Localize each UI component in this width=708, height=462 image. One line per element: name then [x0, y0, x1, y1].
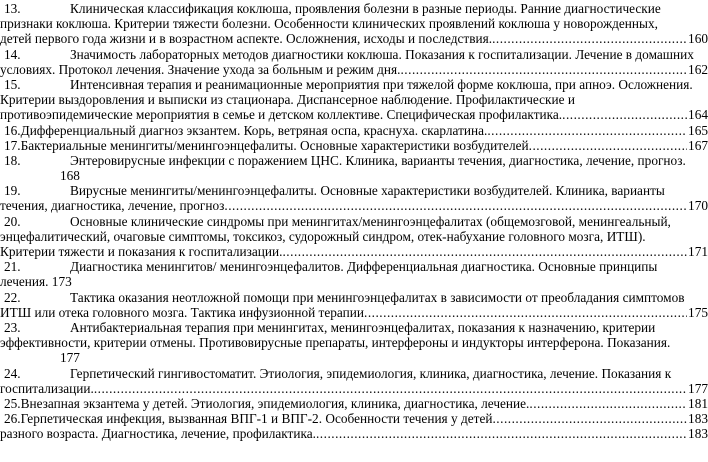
toc-entry-text: Энтеровирусные инфекции с поражением ЦНС. Клиника, варианты течения, диагностика, лечение, прогноз.: [70, 152, 686, 168]
toc-entry-text: Основные клинические синдромы при менингитах/менингоэнцефалитах (общемозговой, менингеальный,: [70, 213, 671, 229]
leader-dots: [492, 31, 687, 46]
leader-dots: [282, 244, 687, 259]
leader-dots: [487, 123, 687, 138]
toc-entry-text: Внезапная экзантема у детей. Этиология, эпидемиология, клиника, диагностика, лечение.: [20, 395, 530, 411]
toc-entry-text: Дифференциальный диагноз экзантем. Корь, ветряная оспа, краснуха. скарлатина.: [20, 122, 488, 138]
toc-entry[interactable]: [0, 259, 708, 289]
toc-page-number[interactable]: 162: [688, 61, 708, 77]
toc-line: [0, 47, 708, 62]
toc-page-number[interactable]: 177: [688, 380, 708, 396]
toc-entry[interactable]: [0, 320, 708, 366]
toc-page-number[interactable]: 177: [60, 350, 80, 366]
toc-line: [0, 214, 708, 229]
toc-page-number[interactable]: 164: [688, 107, 708, 123]
toc-entry-text: Интенсивная терапия и реанимационные мероприятия при тяжелой форме коклюша, при апноэ. Осложнения.: [70, 76, 693, 92]
toc-line: [0, 107, 708, 122]
toc-line: [0, 31, 708, 46]
toc-entry[interactable]: [0, 214, 708, 260]
toc-entry-text: лечения.: [0, 274, 49, 290]
toc-line: [0, 244, 708, 259]
toc-entry-text: госпитализации.: [0, 380, 94, 396]
toc-line: [0, 320, 708, 335]
toc-line: [0, 1, 708, 16]
toc-line: [0, 138, 708, 153]
toc-page-number[interactable]: 160: [688, 31, 708, 47]
toc-entry-number: 19.: [4, 183, 21, 199]
toc-entry-text: Клиническая классификация коклюша, проявления болезни в разные периоды. Ранние диагностические: [70, 1, 661, 16]
toc-line: [0, 168, 708, 183]
leader-dots: [529, 138, 687, 153]
toc-line: [0, 92, 708, 107]
toc-entry[interactable]: [0, 290, 708, 320]
toc-entry[interactable]: [0, 123, 708, 138]
toc-line: [0, 77, 708, 92]
toc-page-number[interactable]: 168: [60, 168, 80, 184]
toc-entry[interactable]: [0, 138, 708, 153]
toc-page-number[interactable]: 167: [688, 137, 708, 153]
toc-entry-text: разного возраста. Диагностика, лечение, профилактика.: [0, 426, 316, 442]
toc-entry-number: 26.: [4, 411, 21, 427]
leader-dots: [400, 62, 687, 77]
toc-page-number[interactable]: 170: [688, 198, 708, 214]
toc-line: [0, 426, 708, 441]
toc-entry-text: Вирусные менингиты/менингоэнцефалиты. Основные характеристики возбудителей. Клиника, варианты: [70, 183, 665, 199]
toc-line: [0, 366, 708, 381]
leader-dots: [94, 381, 687, 396]
leader-dots: [529, 396, 687, 411]
toc-entry-number: 24.: [4, 365, 21, 381]
toc-line: [0, 396, 708, 411]
toc-entry-text: Бактериальные менингиты/менингоэнцефалиты. Основные характеристики возбудителей: [20, 137, 529, 153]
toc-entry-text: Критерии тяжести и показания к госпитализации.: [0, 244, 283, 259]
toc-page-number[interactable]: 165: [688, 122, 708, 138]
toc-entry-text: Значимость лабораторных методов диагностики коклюша. Показания к госпитализации. Лечение в домашних: [70, 46, 694, 62]
toc-entry-text: энцефалитический, очаговые симптомы, токсикоз, судорожный синдром, отек-набухание головного мозга, ИТШ).: [0, 228, 646, 244]
toc-line: [0, 350, 708, 365]
leader-dots: [316, 426, 687, 441]
toc-entry-text: признаки коклюша. Критерии тяжести болезни. Особенности клинических проявлений коклюша у новорожденных,: [0, 16, 658, 32]
toc-entry-number: 17.: [4, 137, 21, 153]
toc-line: [0, 274, 708, 289]
toc-entry-text: Герпетическая инфекция, вызванная ВПГ-1 и ВПГ-2. Особенности течения у детей: [20, 411, 493, 427]
toc-entry-text: ИТШ или отека головного мозга. Тактика инфузионной терапии: [0, 304, 364, 320]
toc-entry[interactable]: [0, 77, 708, 123]
toc-entry-number: 22.: [4, 289, 21, 305]
toc-entry-number: 23.: [4, 319, 21, 335]
toc-entry-number: 14.: [4, 46, 21, 62]
toc-line: [0, 198, 708, 213]
toc-line: [0, 411, 708, 426]
toc-line: [0, 123, 708, 138]
toc-entry[interactable]: [0, 366, 708, 396]
toc-line: [0, 16, 708, 31]
toc-entry-number: 16.: [4, 122, 21, 138]
toc-entry[interactable]: [0, 411, 708, 441]
toc-entry-number: 21.: [4, 259, 21, 275]
toc-entry-text: Герпетический гингивостоматит. Этиология, эпидемиология, клиника, диагностика, лечение. Показания к: [70, 365, 672, 381]
leader-dots: [364, 305, 687, 320]
toc-entry-text: течения, диагностика, лечение, прогноз: [0, 198, 225, 214]
toc-entry-number: 18.: [4, 152, 21, 168]
toc-entry-text: условиях. Протокол лечения. Значение ухода за больным и режим дня.: [0, 61, 401, 77]
toc-page-number[interactable]: 183: [688, 426, 708, 442]
toc-page-number[interactable]: 171: [688, 244, 708, 259]
toc-line: [0, 229, 708, 244]
leader-dots: [562, 107, 687, 122]
toc-line: [0, 183, 708, 198]
toc-line: [0, 381, 708, 396]
leader-dots: [224, 198, 687, 213]
toc-line: [0, 259, 708, 274]
toc-entry[interactable]: [0, 183, 708, 213]
toc-line: [0, 290, 708, 305]
toc-entry-text: Диагностика менингитов/ менингоэнцефалитов. Дифференциальная диагностика. Основные принципы: [70, 259, 658, 275]
toc-entry-text: Антибактериальная терапия при менингитах, менингоэнцефалитах, показания к назначению, критерии: [70, 319, 656, 335]
toc-page-number[interactable]: 175: [688, 304, 708, 320]
toc-page-number[interactable]: 183: [688, 411, 708, 427]
toc-page-number[interactable]: 173: [51, 274, 72, 290]
toc-entry-text: Критерии выздоровления и выписки из стационара. Диспансерное наблюдение. Профилактические и: [0, 92, 575, 108]
toc-line: [0, 62, 708, 77]
toc-entry[interactable]: [0, 1, 708, 47]
toc-page-number[interactable]: 181: [688, 395, 708, 411]
toc-line: [0, 153, 708, 168]
toc-entry[interactable]: [0, 153, 708, 183]
leader-dots: [492, 411, 687, 426]
toc-line: [0, 305, 708, 320]
toc-entry-text: противоэпидемические мероприятия в семье и детском коллективе. Специфическая профилактика.: [0, 107, 563, 123]
toc-entry-number: 15.: [4, 76, 21, 92]
toc-entry-number: 13.: [4, 1, 21, 16]
toc-entry-text: Тактика оказания неотложной помощи при менингоэнцефалитах в зависимости от преобладания симптомов: [70, 289, 685, 305]
toc-entry[interactable]: [0, 47, 708, 77]
toc-entry-text: детей первого года жизни и в возрастном аспекте. Осложнения, исходы и последствия.: [0, 31, 493, 47]
toc-entry-number: 25.: [4, 395, 21, 411]
toc-entry[interactable]: [0, 396, 708, 411]
toc-entry-number: 20.: [4, 213, 21, 229]
toc-entry-text: эффективности, критерии отмены. Противовирусные препараты, интерфероны и индукторы интерферона. Показания.: [0, 335, 671, 351]
toc-line: [0, 335, 708, 350]
